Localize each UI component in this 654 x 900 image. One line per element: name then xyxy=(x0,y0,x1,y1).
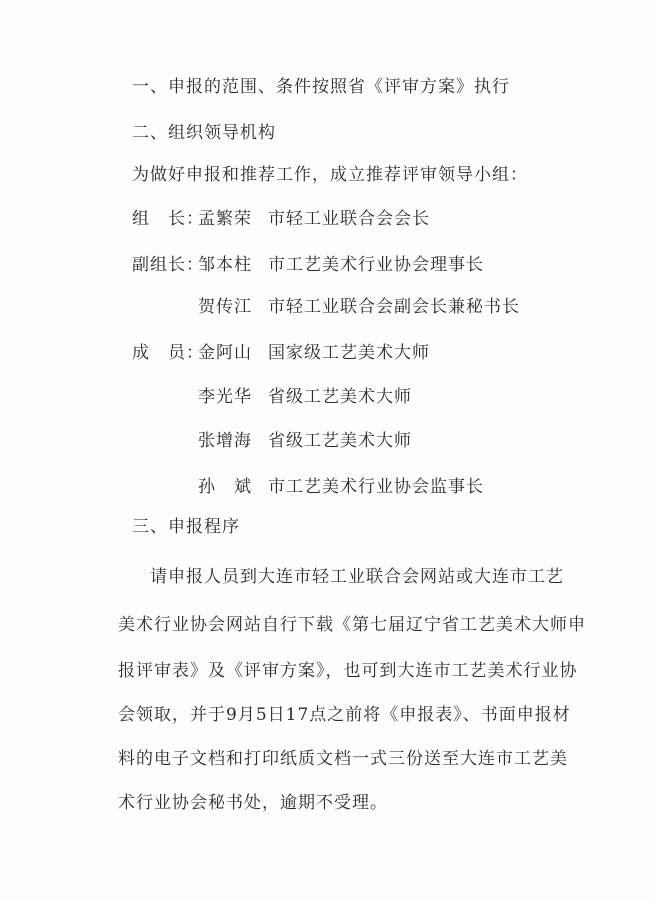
deputy1-name: 邹本柱 xyxy=(198,255,252,275)
procedure-line-5: 料的电子文档和打印纸质文档一式三份送至大连市工艺美 xyxy=(118,749,568,769)
deputy1-title: 市工艺美术行业协会理事长 xyxy=(268,255,484,275)
leader-title: 市轻工业联合会会长 xyxy=(268,209,430,229)
procedure-line-6: 术行业协会秘书处，逾期不受理。 xyxy=(118,793,388,813)
leader-label: 组 长： xyxy=(132,209,204,229)
deputy-label: 副组长： xyxy=(132,255,204,275)
leader-name: 孟繁荣 xyxy=(198,209,252,229)
member4-name: 孙 斌 xyxy=(198,477,252,497)
section-1-heading: 一、申报的范围、条件按照省《评审方案》执行 xyxy=(132,77,510,97)
deputy2-title: 市轻工业联合会副会长兼秘书长 xyxy=(268,297,520,317)
member3-title: 省级工艺美术大师 xyxy=(268,431,412,451)
member3-name: 张增海 xyxy=(198,431,252,451)
procedure-line-2: 美术行业协会网站自行下载《第七届辽宁省工艺美术大师申 xyxy=(118,615,586,635)
procedure-line-4: 会领取，并于9月5日17点之前将《申报表》、书面申报材 xyxy=(118,705,571,725)
procedure-line-3: 报评审表》及《评审方案》，也可到大连市工艺美术行业协 xyxy=(118,661,578,681)
procedure-line-1: 请申报人员到大连市轻工业联合会网站或大连市工艺 xyxy=(150,567,564,587)
section-3-heading: 三、申报程序 xyxy=(132,517,240,537)
member1-name: 金阿山 xyxy=(198,343,252,363)
section-2-heading: 二、组织领导机构 xyxy=(132,123,276,143)
member1-title: 国家级工艺美术大师 xyxy=(268,343,430,363)
deputy2-name: 贺传江 xyxy=(198,297,252,317)
member2-name: 李光华 xyxy=(198,387,252,407)
member4-title: 市工艺美术行业协会监事长 xyxy=(268,477,484,497)
committee-intro: 为做好申报和推荐工作，成立推荐评审领导小组： xyxy=(132,165,528,185)
member2-title: 省级工艺美术大师 xyxy=(268,387,412,407)
members-label: 成 员： xyxy=(132,343,204,363)
